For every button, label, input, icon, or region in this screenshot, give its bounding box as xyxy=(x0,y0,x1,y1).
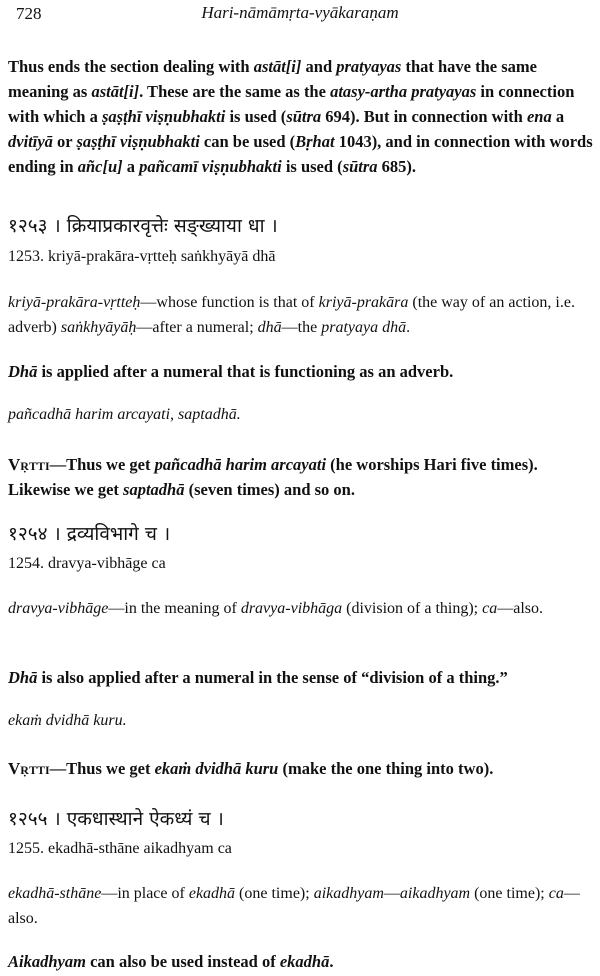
sutra-1254-transliteration: 1254. dravya-vibhāge ca xyxy=(8,555,166,572)
sutra-1253-vrtti: Vṛtti—Thus we get pañcadhā harim arcayati (he worships Hari five times). Likewise we get saptadhā (seven times) and so on. xyxy=(8,455,538,499)
sutra-1253-gloss: kriyā-prakāra-vṛtteḥ—whose function is that of kriyā-prakāra (the way of an action, i.e. adverb) saṅkhyāyāḥ—after a numeral; dhā—the pratyaya dhā. xyxy=(8,294,575,336)
sutra-1253-rule: Dhā is applied after a numeral that is functioning as an adverb. xyxy=(8,362,454,381)
sutra-1255-devanagari: १२५५ । एकधास्थाने ऐकध्यं च । xyxy=(8,808,224,830)
sutra-1254-vrtti: Vṛtti—Thus we get ekaṁ dvidhā kuru (make the one thing into two). xyxy=(8,759,494,778)
intro-paragraph: Thus ends the section dealing with astāt[i] and pratyayas that have the same meaning as astāt[i]. These are the same as the atasy-artha pratyayas in connection with which a ṣaṣṭhī viṣṇubhakti is used (sūtra 694). But in connection with ena a dvitīyā or ṣaṣṭhī viṣṇubhakti can be used (Bṛhat 1043), and in connection with words ending in añc[u] a pañcamī viṣṇubhakti is used (sūtra 685). xyxy=(8,57,593,176)
sutra-1254-example: ekaṁ dvidhā kuru. xyxy=(8,712,127,729)
page-header xyxy=(8,0,592,28)
sutra-1255-rule: Aikadhyam can also be used instead of ekadhā. xyxy=(8,952,334,971)
page-number: 728 xyxy=(16,4,42,23)
sutra-1253-example: pañcadhā harim arcayati, saptadhā. xyxy=(8,406,241,423)
sutra-1254-gloss: dravya-vibhāge—in the meaning of dravya-vibhāga (division of a thing); ca—also. xyxy=(8,600,544,617)
sutra-1255-gloss: ekadhā-sthāne—in place of ekadhā (one time); aikadhyam—aikadhyam (one time); ca—also. xyxy=(8,885,580,927)
running-title: Hari-nāmāmṛta-vyākaraṇam xyxy=(201,3,399,22)
vrtti-label: Vṛtti xyxy=(8,455,50,474)
sutra-1254-devanagari: १२५४ । द्रव्यविभागे च । xyxy=(8,523,171,545)
vrtti-label: Vṛtti xyxy=(8,759,50,778)
sutra-1254-rule: Dhā is also applied after a numeral in the sense of “division of a thing.” xyxy=(8,668,508,687)
sutra-1253-devanagari: १२५३ । क्रियाप्रकारवृत्तेः सङ्ख्याया धा । xyxy=(8,215,278,237)
sutra-1253-transliteration: 1253. kriyā-prakāra-vṛtteḥ saṅkhyāyā dhā xyxy=(8,248,276,265)
sutra-1255-transliteration: 1255. ekadhā-sthāne aikadhyam ca xyxy=(8,840,232,857)
